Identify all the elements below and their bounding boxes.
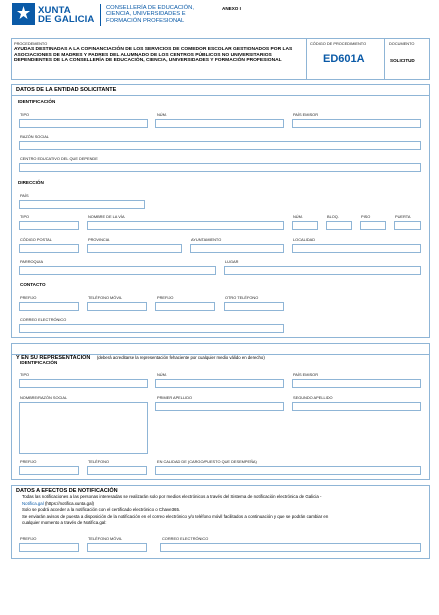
notification-line-1: Todas las notificaciones a las personas interesadas se realizarán solo por medios electrónicos a través del Sistema de notificación electrónica de Galicia - bbox=[22, 494, 322, 499]
centro-field[interactable] bbox=[19, 163, 421, 172]
logo-line-1: XUNTA bbox=[38, 5, 71, 16]
prefijo-label: PREFIJO bbox=[20, 295, 37, 300]
notification-line-2 bbox=[22, 501, 426, 508]
rep-pais-field[interactable] bbox=[292, 379, 421, 388]
rep-apellido-1-label: PRIMER APELLIDO bbox=[157, 395, 193, 400]
otro-telefono-field[interactable] bbox=[224, 302, 284, 311]
notification-title: DATOS A EFECTOS DE NOTIFICACIÓN bbox=[16, 488, 118, 494]
rep-num-field[interactable] bbox=[155, 379, 284, 388]
procedure-code-label: CÓDIGO DE PROCEDIMIENTO bbox=[310, 41, 367, 46]
razon-social-label: RAZÓN SOCIAL bbox=[20, 134, 49, 139]
rep-telefono-label: TELÉFONO bbox=[88, 459, 109, 464]
bloq-field[interactable] bbox=[326, 221, 352, 230]
rep-pais-label: PAÍS EMISOR bbox=[293, 372, 319, 377]
document-label: DOCUMENTO bbox=[389, 41, 415, 46]
tipo-label: TIPO bbox=[20, 112, 30, 117]
notif-correo-label: CORREO ELECTRÓNICO bbox=[162, 536, 209, 541]
ayuntamiento-field[interactable] bbox=[190, 244, 284, 253]
notification-text bbox=[22, 494, 426, 527]
dept-line-2: CIENCIA, UNIVERSIDADES E bbox=[106, 11, 186, 18]
rep-nombre-label: NOMBRE/RAZÓN SOCIAL bbox=[20, 395, 68, 400]
notif-prefijo-field[interactable] bbox=[19, 543, 79, 552]
rep-prefijo-label: PREFIJO bbox=[20, 459, 37, 464]
pais-field[interactable] bbox=[19, 200, 145, 209]
procedure-divider-1 bbox=[306, 38, 307, 80]
piso-field[interactable] bbox=[360, 221, 386, 230]
prefijo-field[interactable] bbox=[19, 302, 79, 311]
rep-num-label: NÚM. bbox=[157, 372, 167, 377]
pais-label: PAÍS bbox=[20, 193, 29, 198]
num-via-label: NÚM. bbox=[293, 214, 303, 219]
notif-movil-field[interactable] bbox=[87, 543, 147, 552]
parroquia-field[interactable] bbox=[19, 266, 216, 275]
bloq-label: BLOQ. bbox=[327, 214, 339, 219]
provincia-field[interactable] bbox=[87, 244, 182, 253]
puerta-label: PUERTA bbox=[395, 214, 411, 219]
num-field[interactable] bbox=[155, 119, 284, 128]
notif-prefijo-label: PREFIJO bbox=[20, 536, 37, 541]
header-divider bbox=[100, 4, 101, 26]
razon-social-field[interactable] bbox=[19, 141, 421, 150]
rep-apellido-2-label: SEGUNDO APELLIDO bbox=[293, 395, 333, 400]
rep-tipo-field[interactable] bbox=[19, 379, 148, 388]
section-rule bbox=[11, 354, 430, 355]
puerta-field[interactable] bbox=[394, 221, 421, 230]
rep-calidad-label: EN CALIDAD DE (CARGO/PUESTO QUE DESEMPEÑA) bbox=[157, 459, 257, 464]
representative-title: Y EN SU REPRESENTACIÓN bbox=[16, 355, 91, 361]
num-via-field[interactable] bbox=[292, 221, 318, 230]
rep-identification-heading: IDENTIFICACIÓN bbox=[20, 360, 58, 365]
identification-heading: IDENTIFICACIÓN bbox=[18, 99, 56, 104]
tipo-field[interactable] bbox=[19, 119, 148, 128]
anexo-label: ANEXO I bbox=[222, 6, 241, 11]
rep-nombre-field[interactable] bbox=[19, 402, 148, 454]
procedure-text: AYUDAS DESTINADAS A LA COFINANCIACIÓN DE LOS SERVICIOS DE COMEDOR ESCOLAR GESTIONADOS POR LAS ASOCIACIONES DE MADRES Y PADRES DEL ALUMNADO DE LOS CENTROS PÚBLICOS NO UNIVERSITARIOS DEPENDIENTES DE LA CONSELLERÍA DE EDUCACIÓN, CIENCIA, UNIVERSIDADES Y FORMACIÓN PROFESIONAL bbox=[14, 47, 293, 64]
tipo-via-label: TIPO bbox=[20, 214, 30, 219]
document-value: SOLICITUD bbox=[390, 58, 415, 63]
rep-telefono-field[interactable] bbox=[87, 466, 147, 475]
ayuntamiento-label: AYUNTAMIENTO bbox=[191, 237, 222, 242]
cp-field[interactable] bbox=[19, 244, 79, 253]
piso-label: PISO bbox=[361, 214, 371, 219]
tipo-via-field[interactable] bbox=[19, 221, 79, 230]
cp-label: CÓDIGO POSTAL bbox=[20, 237, 52, 242]
notif-movil-label: TELÉFONO MÓVIL bbox=[88, 536, 123, 541]
logo-text bbox=[38, 6, 94, 24]
dept-line-3: FORMACIÓN PROFESIONAL bbox=[106, 17, 185, 24]
xunta-logo-icon bbox=[12, 3, 35, 25]
procedure-code: ED601A bbox=[323, 53, 365, 65]
dept-line-1: CONSELLERÍA DE EDUCACIÓN, bbox=[106, 5, 194, 11]
provincia-label: PROVINCIA bbox=[88, 237, 110, 242]
movil-label: TELÉFONO MÓVIL bbox=[88, 295, 123, 300]
department-name bbox=[106, 5, 194, 24]
contact-heading: CONTACTO bbox=[20, 282, 46, 287]
parroquia-label: PARROQUIA bbox=[20, 259, 44, 264]
logo-line-2: DE GALICIA bbox=[38, 14, 95, 25]
procedure-label: PROCEDEMENTO bbox=[14, 41, 48, 46]
num-label: NÚM. bbox=[157, 112, 167, 117]
notification-line-3: Solo se podrá acceder a la notificación con el certificado electrónico o Chave365. bbox=[22, 507, 181, 513]
notif-correo-field[interactable] bbox=[160, 543, 421, 552]
movil-field[interactable] bbox=[87, 302, 147, 311]
prefijo-2-field[interactable] bbox=[155, 302, 215, 311]
representative-note: (deberá acreditarse la representación fehaciente por cualquier medio válido en derecho) bbox=[96, 355, 265, 360]
centro-label: CENTRO EDUCATIVO DEL QUE DEPENDE bbox=[20, 156, 98, 161]
pais-emisor-field[interactable] bbox=[292, 119, 421, 128]
section-rule bbox=[11, 95, 430, 96]
notifica-url: (https://notifica.xunta.gal) bbox=[43, 500, 95, 506]
otro-telefono-label: OTRO TELÉFONO bbox=[225, 295, 259, 300]
prefijo-2-label: PREFIJO bbox=[157, 295, 174, 300]
correo-label: CORREO ELECTRÓNICO bbox=[20, 317, 67, 322]
via-field[interactable] bbox=[87, 221, 284, 230]
localidad-label: LOCALIDAD bbox=[293, 237, 316, 242]
lugar-field[interactable] bbox=[224, 266, 421, 275]
rep-prefijo-field[interactable] bbox=[19, 466, 79, 475]
correo-field[interactable] bbox=[19, 324, 284, 333]
applicant-section-title: DATOS DE LA ENTIDAD SOLICITANTE bbox=[16, 87, 117, 93]
localidad-field[interactable] bbox=[292, 244, 421, 253]
notification-line-4: Se enviarán avisos de puesta a disposición de la notificación en el correo electrónico y/o teléfono móvil facilitados a continuación y que se podrán cambiar en bbox=[22, 513, 329, 519]
rep-apellido-2-field[interactable] bbox=[292, 402, 421, 411]
notifica-link[interactable]: Notifica.gal bbox=[22, 500, 44, 506]
via-label: NOMBRE DE LA VÍA bbox=[88, 214, 125, 219]
notification-line-5: cualquier momento a través de Notifica.gal: bbox=[22, 520, 107, 526]
address-heading: DIRECCIÓN bbox=[18, 180, 44, 185]
procedure-divider-2 bbox=[384, 38, 385, 80]
lugar-label: LUGAR bbox=[225, 259, 239, 264]
rep-apellido-1-field[interactable] bbox=[155, 402, 284, 411]
pais-emisor-label: PAÍS EMISOR bbox=[293, 112, 319, 117]
rep-calidad-field[interactable] bbox=[155, 466, 421, 475]
rep-tipo-label: TIPO bbox=[20, 372, 30, 377]
